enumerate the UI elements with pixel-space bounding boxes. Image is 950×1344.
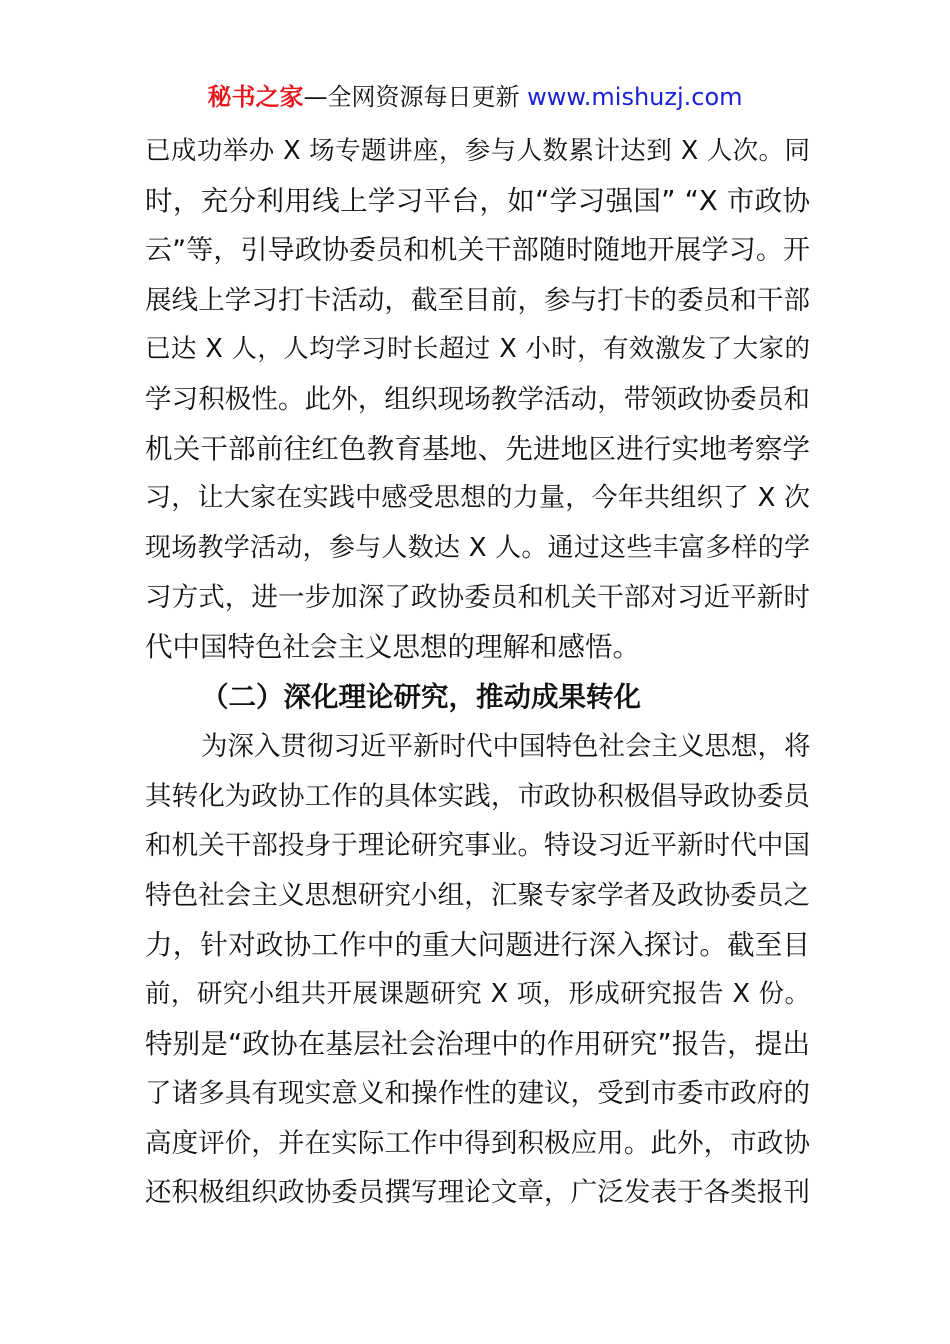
text-line: 展线上学习打卡活动，截至目前，参与打卡的委员和干部: [145, 284, 810, 316]
text-line: 习方式，进一步加深了政协委员和机关干部对习近平新时: [145, 582, 810, 614]
paragraph-1: [145, 127, 810, 673]
document-body: [145, 127, 810, 1218]
text-line: 习，让大家在实践中感受思想的力量，今年共组织了 X 次: [145, 483, 810, 514]
text-line: 为深入贯彻习近平新时代中国特色社会主义思想，将: [201, 731, 811, 763]
paragraph-2: [145, 722, 810, 1218]
text-line: 特色社会主义思想研究小组，汇聚专家学者及政协委员之: [145, 879, 810, 911]
text-line: 时，充分利用线上学习平台，如“学习强国” “X 市政协: [145, 184, 810, 217]
header-slogan: —全网资源每日更新: [303, 83, 528, 111]
text-line: 了诸多具有现实意义和操作性的建议，受到市委市政府的: [145, 1078, 810, 1110]
text-line: 和机关干部投身于理论研究事业。特设习近平新时代中国: [145, 830, 810, 862]
site-url-link[interactable]: www.mishuzj.com: [527, 83, 743, 111]
text-line: 已成功举办 X 场专题讲座，参与人数累计达到 X 人次。同: [145, 136, 810, 166]
text-line: 力，针对政协工作中的重大问题进行深入探讨。截至目: [145, 928, 810, 961]
text-line: 高度评价，并在实际工作中得到积极应用。此外，市政协: [145, 1127, 810, 1159]
text-line: 其转化为政协工作的具体实践，市政协积极倡导政协委员: [145, 780, 810, 812]
text-line: 前，研究小组共开展课题研究 X 项，形成研究报告 X 份。: [145, 979, 810, 1010]
text-line: 已达 X 人，人均学习时长超过 X 小时，有效激发了大家的: [145, 334, 810, 365]
text-line: 机关干部前往红色教育基地、先进地区进行实地考察学: [145, 432, 810, 465]
text-line: 特别是“政协在基层社会治理中的作用研究”报告，提出: [145, 1027, 810, 1060]
section-heading: （二）深化理论研究，推动成果转化: [201, 680, 641, 713]
text-line: 代中国特色社会主义思想的理解和感悟。: [145, 630, 640, 663]
site-header: [0, 80, 950, 114]
text-line: 现场教学活动，参与人数达 X 人。通过这些丰富多样的学: [145, 532, 810, 563]
text-line: 还积极组织政协委员撰写理论文章，广泛发表于各类报刊: [145, 1177, 810, 1209]
text-line: 学习积极性。此外，组织现场教学活动，带领政协委员和: [145, 383, 810, 415]
brand-name: 秘书之家: [207, 83, 304, 111]
text-line: 云”等，引导政协委员和机关干部随时随地开展学习。开: [145, 235, 810, 267]
